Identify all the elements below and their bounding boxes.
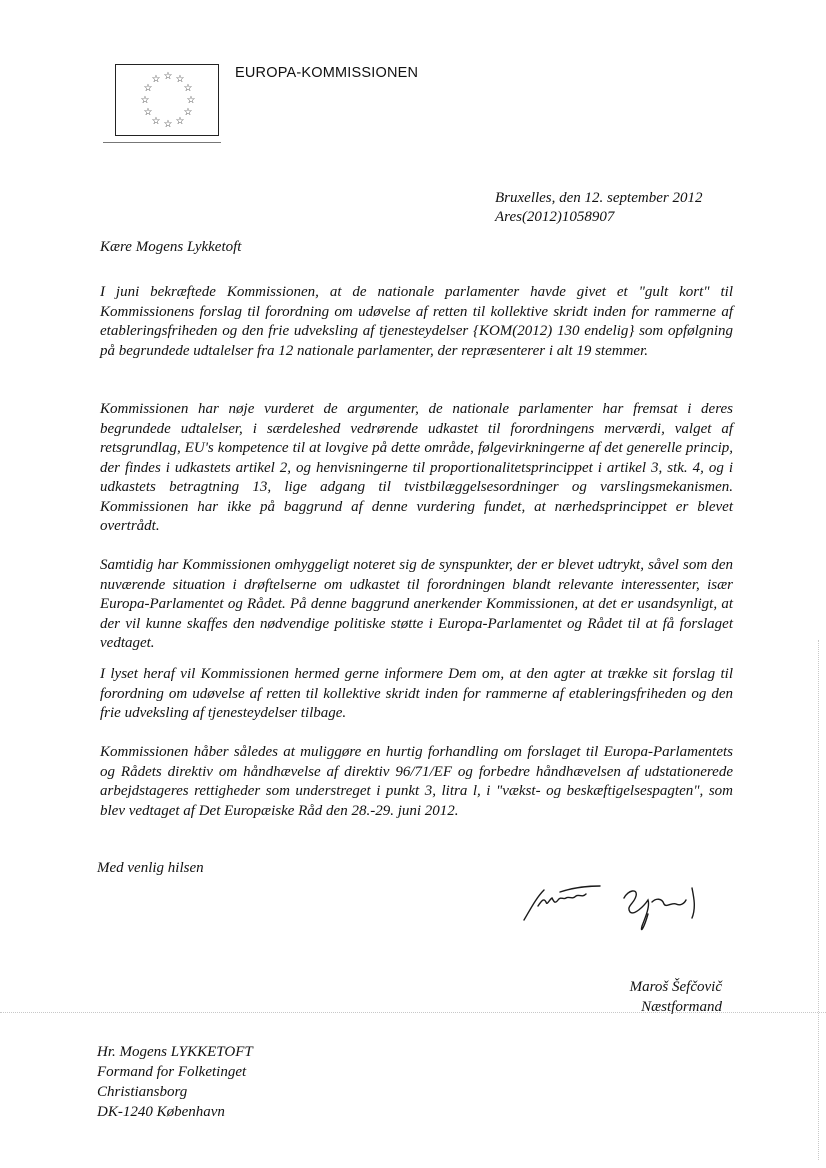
- star-icon: ☆: [143, 83, 153, 94]
- recipient-line: DK-1240 København: [97, 1104, 225, 1120]
- star-icon: ☆: [151, 116, 161, 127]
- star-icon: ☆: [186, 95, 196, 106]
- signer-title: Næstformand: [641, 998, 722, 1015]
- recipient-line: Christiansborg: [97, 1084, 188, 1100]
- organization-name: EUROPA-KOMMISSIONEN: [235, 65, 419, 81]
- recipient-line: Formand for Folketinget: [97, 1064, 247, 1080]
- body-paragraph: I lyset heraf vil Kommissionen hermed gerne informere Dem om, at den agter at trække sit forslag til forordning om udøvelse af retten til kollektive skridt inden for rammerne af etableringsfriheden og den frie udveksling af tjenesteydelser tilbage.: [100, 666, 733, 721]
- salutation: Kære Mogens Lykketoft: [100, 239, 242, 255]
- star-icon: ☆: [163, 119, 173, 130]
- scan-artifact-line: [0, 1012, 826, 1013]
- star-icon: ☆: [175, 116, 185, 127]
- reference-number: Ares(2012)1058907: [495, 209, 615, 225]
- star-icon: ☆: [175, 74, 185, 85]
- handwritten-signature: [516, 876, 726, 946]
- body-paragraph: Kommissionen har nøje vurderet de argumenter, de nationale parlamenter har fremsat i deres begrundede udtalelser, i særdeleshed vedrørende udkastet til forordningens merværdi, valget af retsgrundlag, EU's kompetence til at lovgive på dette område, følgevirkningerne af det generelle princip, der findes i udkastets artikel 2, og henvisningerne til proportionalitetsprincippet i artikel 3, stk. 4, og i udkastets betragtning 13, lige adgang til tvistbilæggelsesordninger og varslingsmekanismen. Kommissionen har ikke på baggrund af denne vurdering fundet, at nærhedsprincippet er blevet overtrådt.: [100, 401, 733, 534]
- closing-phrase: Med venlig hilsen: [97, 860, 204, 876]
- scan-artifact-edge: [818, 640, 819, 1160]
- eu-flag-icon: [115, 64, 219, 136]
- star-icon: ☆: [163, 71, 173, 82]
- date-reference-block: [495, 189, 702, 227]
- recipient-line: Hr. Mogens LYKKETOFT: [97, 1044, 253, 1060]
- body-paragraph: Kommissionen håber således at muliggøre en hurtig forhandling om forslaget til Europa-Parlamentets og Rådets direktiv om håndhævelse af direktiv 96/71/EF og forbedre håndhævelsen af udstationerede arbejdstageres rettigheder som understreget i punkt 3, litra l, i "vækst- og beskæftigelsespagten", som blev vedtaget af Det Europæiske Råd den 28.-29. juni 2012.: [100, 744, 733, 819]
- star-icon: ☆: [143, 107, 153, 118]
- body-paragraph: Samtidig har Kommissionen omhyggeligt noteret sig de synspunkter, der er blevet udtrykt, såvel som den nuværende situation i drøftelserne om udkastet til forordningen blandt relevante interessenter, især Europa-Parlamentet og Rådet. På denne baggrund anerkender Kommissionen, at det er usandsynligt, at der vil kunne skaffes den nødvendige politiske støtte i Europa-Parlamentet og Rådet til at få forslaget vedtaget.: [100, 557, 733, 651]
- logo-underline: [103, 142, 221, 143]
- signer-name: Maroš Šefčovič: [629, 979, 722, 995]
- star-icon: ☆: [140, 95, 150, 106]
- place-date: Bruxelles, den 12. september 2012: [495, 190, 703, 206]
- recipient-address: [97, 1042, 253, 1122]
- star-icon: ☆: [183, 107, 193, 118]
- star-icon: ☆: [151, 74, 161, 85]
- body-paragraph: I juni bekræftede Kommissionen, at de nationale parlamenter havde givet et "gult kort" til Kommissionens forslag til forordning om udøvelse af retten til kollektive skridt inden for rammerne af etableringsfriheden og den frie udveksling af tjenesteydelser {KOM(2012) 130 endelig} som opfølgning på begrundede udtalelser fra 12 nationale parlamenter, der repræsenterer i alt 19 stemmer.: [100, 284, 733, 359]
- star-icon: ☆: [183, 83, 193, 94]
